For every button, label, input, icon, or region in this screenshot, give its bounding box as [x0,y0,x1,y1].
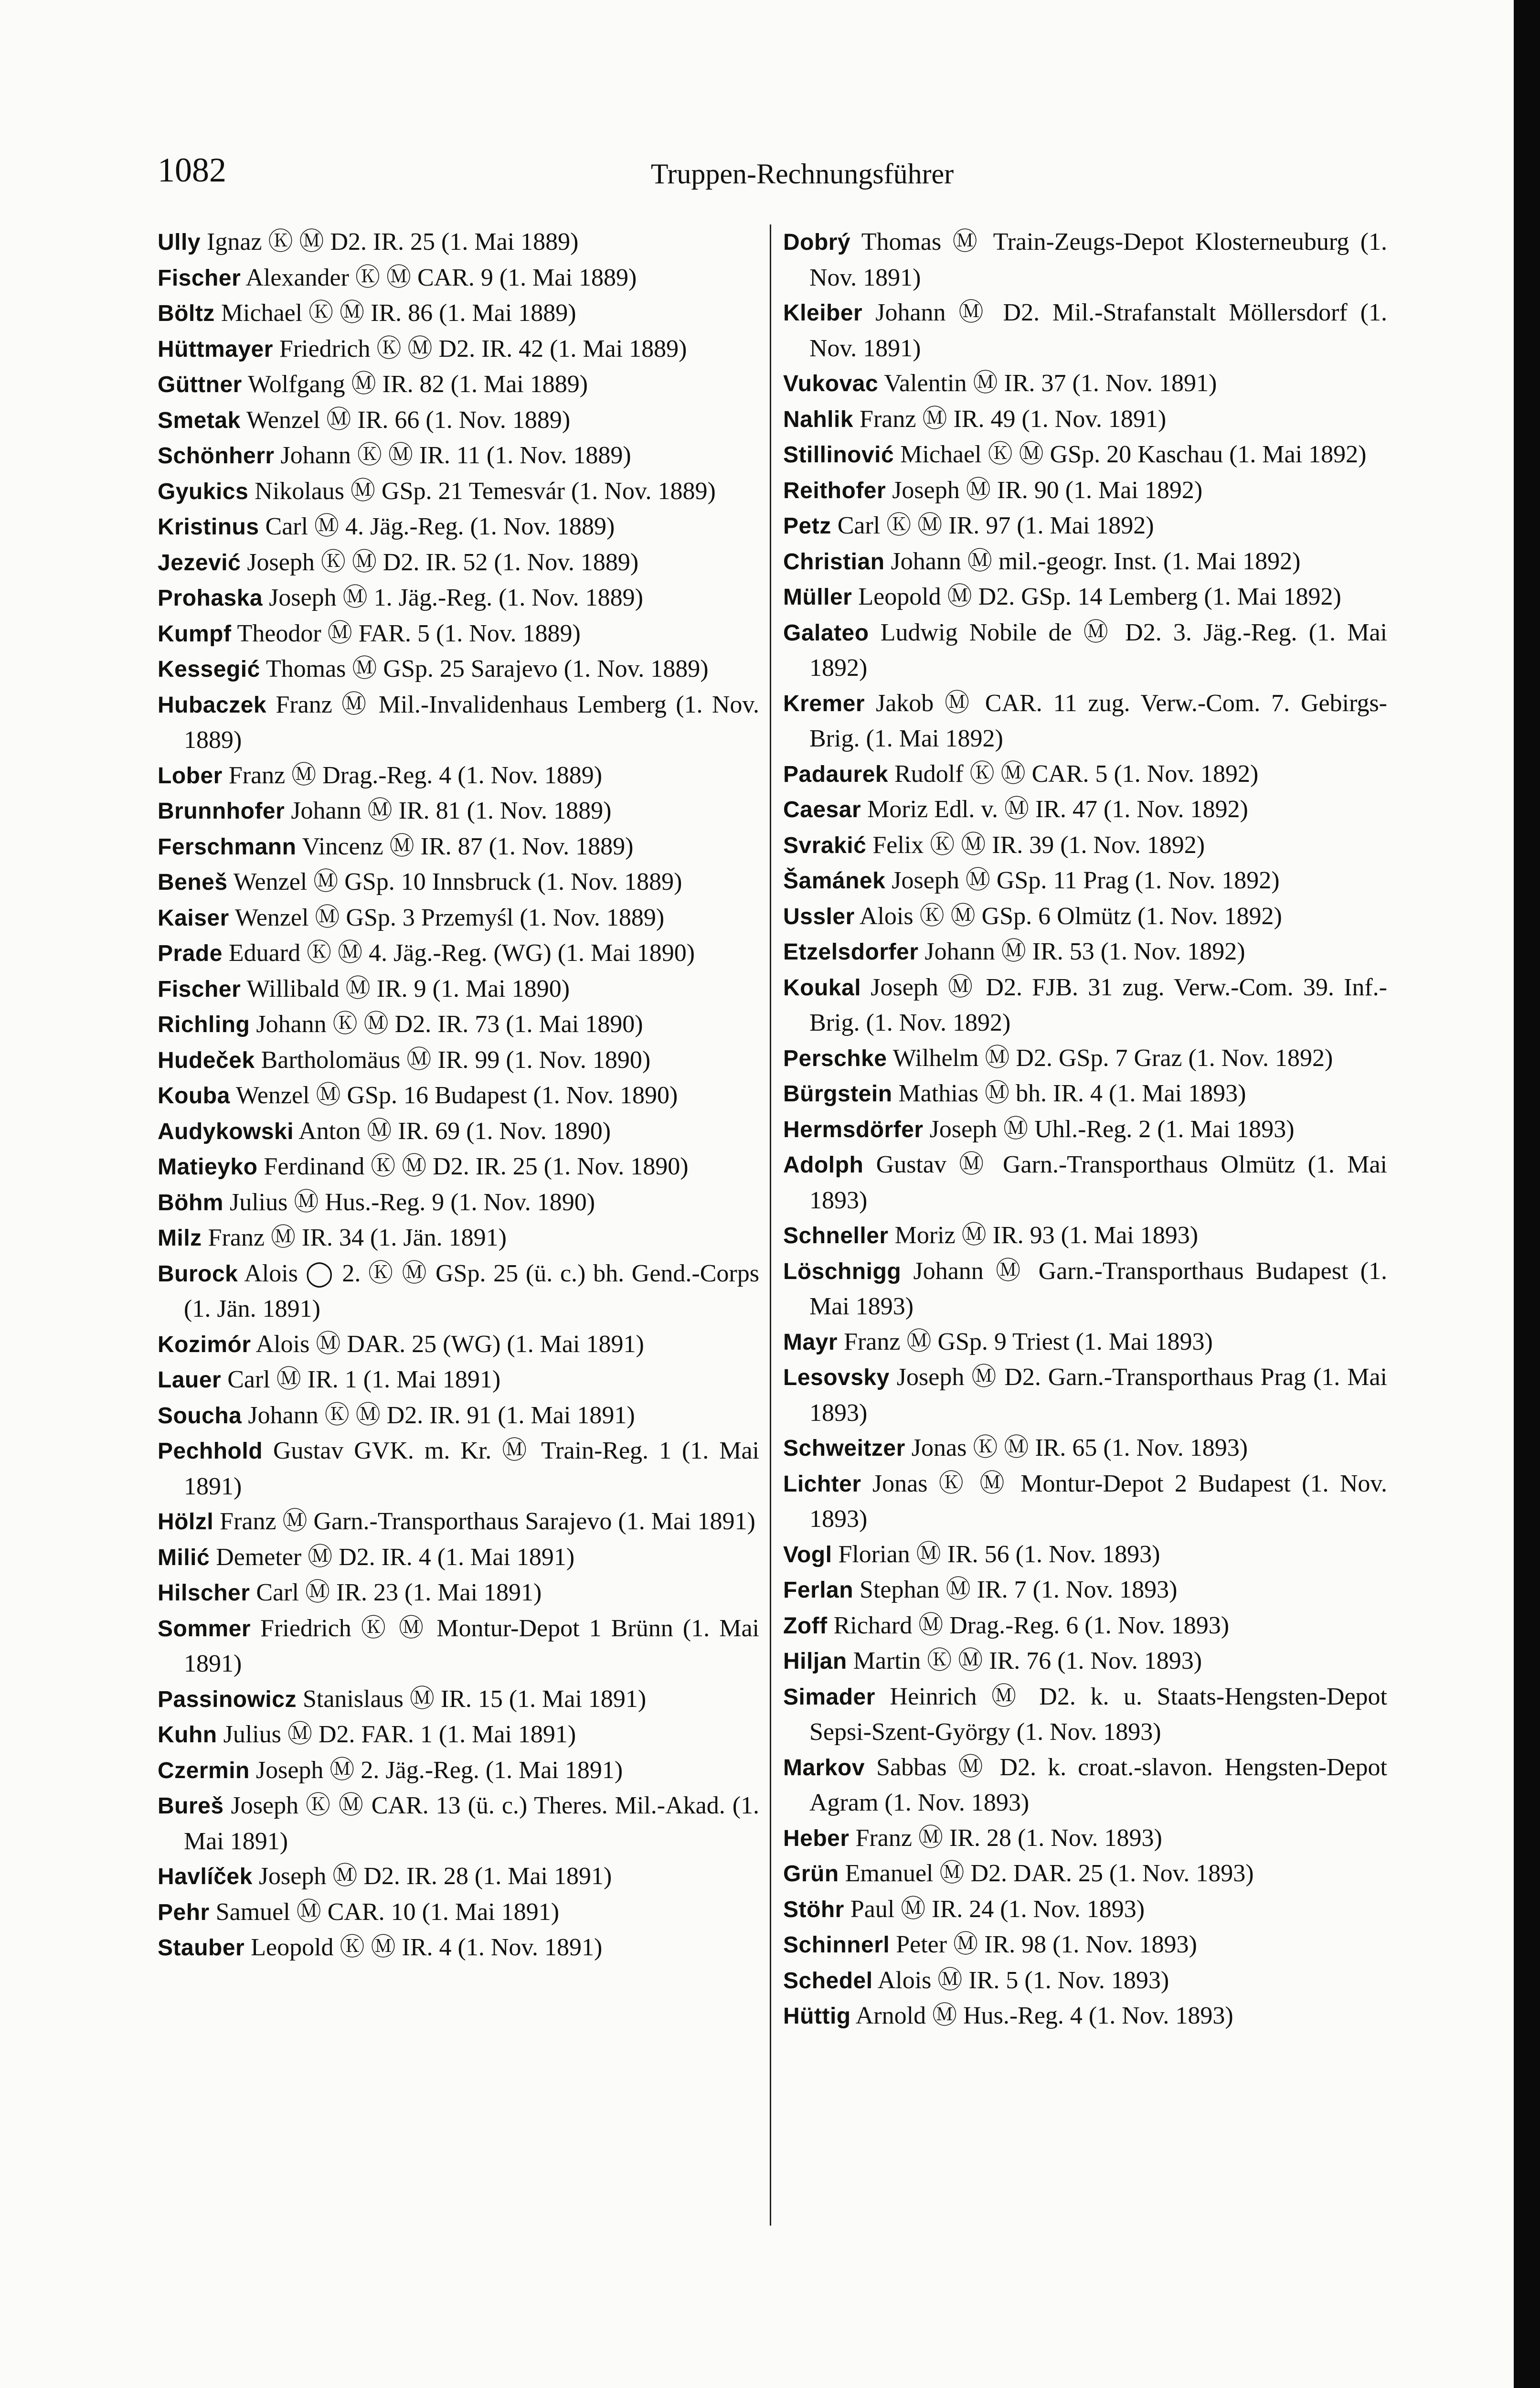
entry-surname: Lesovsky [783,1365,890,1390]
entry-surname: Kristinus [158,514,259,540]
register-entry [158,829,759,865]
entry-details: Rudolf Ⓚ Ⓜ CAR. 5 (1. Nov. 1892) [894,760,1259,788]
register-entry [158,864,759,900]
entry-surname: Schweitzer [783,1436,905,1461]
register-entry [783,1643,1387,1679]
register-entry [783,1076,1387,1112]
entry-details: Michael Ⓚ Ⓜ IR. 86 (1. Mai 1889) [221,299,576,327]
entry-details: Richard Ⓜ Drag.-Reg. 6 (1. Nov. 1893) [833,1611,1230,1639]
entry-surname: Kaiser [158,905,229,931]
register-entry [783,686,1387,757]
entry-details: Johann Ⓚ Ⓜ D2. IR. 91 (1. Mai 1891) [248,1401,635,1429]
entry-surname: Fischer [158,976,241,1002]
entry-details: Alois Ⓚ Ⓜ GSp. 6 Olmütz (1. Nov. 1892) [859,902,1282,930]
entry-surname: Hudeček [158,1047,255,1073]
entry-surname: Mayr [783,1329,838,1355]
entry-surname: Böltz [158,301,215,326]
entry-details: Ferdinand Ⓚ Ⓜ D2. IR. 25 (1. Nov. 1890) [264,1153,689,1180]
register-entry [783,1466,1387,1537]
entry-details: Stanislaus Ⓜ IR. 15 (1. Mai 1891) [302,1685,647,1713]
register-entry [158,1575,759,1611]
register-entry [158,367,759,403]
entry-details: Franz Ⓜ IR. 34 (1. Jän. 1891) [208,1224,507,1251]
entry-surname: Pechhold [158,1439,263,1464]
entry-surname: Markov [783,1755,865,1780]
entry-surname: Ferschmann [158,834,297,860]
entry-details: Carl Ⓜ IR. 1 (1. Mai 1891) [227,1366,501,1393]
register-entry [158,1540,759,1576]
entry-details: Moriz Edl. v. Ⓜ IR. 47 (1. Nov. 1892) [867,796,1248,823]
entry-details: Joseph Ⓜ Uhl.-Reg. 2 (1. Mai 1893) [929,1115,1295,1143]
entry-surname: Kozimór [158,1332,251,1357]
entry-details: Franz Ⓜ Garn.-Transporthaus Sarajevo (1. Mai 1891) [220,1508,755,1535]
entry-surname: Prade [158,941,223,966]
register-entry [783,402,1387,437]
entry-surname: Lober [158,763,223,789]
register-entry [783,757,1387,792]
entry-details: Johann Ⓜ IR. 81 (1. Nov. 1889) [291,797,612,824]
entry-details: Franz Ⓜ IR. 28 (1. Nov. 1893) [855,1824,1162,1852]
entry-surname: Heber [783,1825,850,1851]
entry-surname: Böhm [158,1190,223,1215]
entry-surname: Nahlik [783,406,854,432]
register-entry [158,545,759,581]
register-entry [158,1043,759,1078]
register-entry [783,792,1387,828]
entry-details: Julius Ⓜ D2. FAR. 1 (1. Mai 1891) [223,1721,576,1748]
entry-details: Wenzel Ⓜ GSp. 16 Budapest (1. Nov. 1890) [235,1082,678,1109]
register-entry [158,224,759,260]
entry-details: Gustav GVK. m. Kr. Ⓜ Train-Reg. 1 (1. Mai 1891) [184,1437,759,1500]
register-entry [158,1007,759,1043]
entry-details: Eduard Ⓚ Ⓜ 4. Jäg.-Reg. (WG) (1. Mai 1890) [228,939,695,967]
entry-details: Nikolaus Ⓜ GSp. 21 Temesvár (1. Nov. 1889) [255,477,716,505]
entry-details: Joseph Ⓜ D2. FJB. 31 zug. Verw.-Com. 39. Inf.-Brig. (1. Nov. 1892) [809,973,1387,1036]
entry-details: Carl Ⓜ IR. 23 (1. Mai 1891) [256,1579,542,1606]
entry-details: Heinrich Ⓜ D2. k. u. Staats-Hengsten-Depot Sepsi-Szent-György (1. Nov. 1893) [809,1683,1387,1746]
entry-surname: Milz [158,1226,202,1251]
entry-surname: Prohaska [158,586,263,611]
entry-surname: Lichter [783,1471,861,1497]
register-entry [783,366,1387,402]
entry-details: Bartholomäus Ⓜ IR. 99 (1. Nov. 1890) [261,1046,651,1074]
register-entry [158,1149,759,1185]
register-entry [158,331,759,367]
register-entry [783,1254,1387,1324]
register-entry [783,295,1387,366]
entry-surname: Etzelsdorfer [783,939,919,965]
entry-details: Jakob Ⓜ CAR. 11 zug. Verw.-Com. 7. Gebirgs-Brig. (1. Mai 1892) [809,689,1387,752]
entry-details: Wilhelm Ⓜ D2. GSp. 7 Graz (1. Nov. 1892) [892,1044,1333,1072]
entry-surname: Jezević [158,550,241,576]
entry-details: Johann Ⓚ Ⓜ IR. 11 (1. Nov. 1889) [280,442,631,469]
register-entry [158,1788,759,1859]
register-entry [783,1892,1387,1928]
entry-details: Paul Ⓜ IR. 24 (1. Nov. 1893) [850,1895,1145,1923]
register-entry [158,260,759,296]
register-entry [783,970,1387,1041]
entry-surname: Brunnhofer [158,799,285,824]
register-entry [158,616,759,652]
entry-surname: Hermsdörfer [783,1117,924,1142]
entry-details: Stephan Ⓜ IR. 7 (1. Nov. 1893) [860,1576,1178,1603]
entry-surname: Hölzl [158,1509,214,1535]
entry-details: Joseph Ⓜ D2. IR. 28 (1. Mai 1891) [258,1863,612,1890]
register-entry [783,1750,1387,1821]
register-entry [783,899,1387,935]
entry-surname: Gyukics [158,479,249,504]
entry-surname: Vogl [783,1542,832,1567]
register-entry [158,1717,759,1753]
entry-details: Wenzel Ⓜ GSp. 3 Przemyśl (1. Nov. 1889) [234,904,665,931]
entry-details: Thomas Ⓜ GSp. 25 Sarajevo (1. Nov. 1889) [266,655,709,682]
register-entry [158,474,759,510]
register-entry [158,1078,759,1114]
entry-surname: Havlíček [158,1864,253,1889]
register-entry [783,1856,1387,1892]
entry-surname: Šamánek [783,868,886,894]
entry-surname: Schneller [783,1223,889,1248]
entry-details: Mathias Ⓜ bh. IR. 4 (1. Mai 1893) [898,1080,1246,1107]
entry-surname: Müller [783,585,852,610]
entry-surname: Stillinović [783,442,894,468]
entry-details: Anton Ⓜ IR. 69 (1. Nov. 1890) [298,1117,611,1145]
register-entry [783,1218,1387,1254]
entry-details: Friedrich Ⓚ Ⓜ D2. IR. 42 (1. Mai 1889) [279,335,687,362]
running-title: Truppen-Rechnungsführer [650,158,954,190]
register-entry [158,1895,759,1930]
entry-surname: Reithofer [783,478,886,503]
entry-details: Franz Ⓜ IR. 49 (1. Nov. 1891) [860,405,1167,433]
entry-surname: Ferlan [783,1578,854,1603]
entry-surname: Hiljan [783,1649,847,1674]
register-entry [158,1611,759,1682]
entry-details: Wenzel Ⓜ GSp. 10 Innsbruck (1. Nov. 1889) [233,868,682,896]
entry-surname: Matieyko [158,1154,258,1180]
entry-surname: Bureš [158,1793,224,1819]
entry-details: Alexander Ⓚ Ⓜ CAR. 9 (1. Mai 1889) [245,264,637,291]
register-entry [783,1608,1387,1644]
entry-surname: Simader [783,1684,875,1710]
entry-surname: Christian [783,549,885,575]
register-entry [158,509,759,545]
entry-surname: Czermin [158,1758,250,1783]
page-header [158,150,1447,198]
register-entry [158,651,759,687]
entry-details: Alois ◯ 2. Ⓚ Ⓜ GSp. 25 (ü. c.) bh. Gend.-Corps (1. Jän. 1891) [184,1259,759,1322]
entry-surname: Stauber [158,1935,245,1961]
entry-details: Carl Ⓜ 4. Jäg.-Reg. (1. Nov. 1889) [265,513,615,540]
entry-details: Ignaz Ⓚ Ⓜ D2. IR. 25 (1. Mai 1889) [207,228,579,256]
entry-surname: Schönherr [158,443,275,469]
entry-details: Peter Ⓜ IR. 98 (1. Nov. 1893) [896,1931,1197,1958]
register-entry [783,579,1387,615]
entry-surname: Stöhr [783,1897,844,1922]
register-entry [783,1360,1387,1430]
entry-surname: Caesar [783,797,861,822]
entry-surname: Zoff [783,1613,828,1639]
register-entry [783,544,1387,580]
register-entry [158,1256,759,1327]
register-entry [158,1185,759,1221]
entry-details: Michael Ⓚ Ⓜ GSp. 20 Kaschau (1. Mai 1892) [900,441,1367,468]
entry-surname: Perschke [783,1045,887,1071]
entry-details: Johann Ⓜ IR. 53 (1. Nov. 1892) [924,938,1245,965]
entry-surname: Smetak [158,407,241,433]
entry-details: Ludwig Nobile de Ⓜ D2. 3. Jäg.-Reg. (1. Mai 1892) [809,618,1387,682]
register-entry [158,971,759,1007]
entry-surname: Kouba [158,1083,230,1109]
entry-details: Leopold Ⓚ Ⓜ IR. 4 (1. Nov. 1891) [251,1934,603,1961]
entry-details: Thomas Ⓜ Train-Zeugs-Depot Klosterneuburg (1. Nov. 1891) [809,228,1388,291]
register-entry [158,296,759,331]
register-entry [158,580,759,616]
entry-details: Johann Ⓜ D2. Mil.-Strafanstalt Möllersdorf (1. Nov. 1891) [809,299,1388,362]
register-entry [783,1041,1387,1077]
entry-details: Joseph Ⓚ Ⓜ D2. IR. 52 (1. Nov. 1889) [247,548,639,576]
entry-details: Florian Ⓜ IR. 56 (1. Nov. 1893) [838,1540,1160,1568]
register-entry [158,1362,759,1398]
entry-surname: Petz [783,513,831,539]
entry-surname: Soucha [158,1403,242,1429]
register-entry [158,1859,759,1895]
entry-details: Franz Ⓜ GSp. 9 Triest (1. Mai 1893) [844,1328,1213,1355]
register-entry [783,1112,1387,1148]
entry-details: Leopold Ⓜ D2. GSp. 14 Lemberg (1. Mai 1892) [858,583,1341,610]
entry-surname: Bürgstein [783,1081,892,1107]
entry-details: Joseph Ⓜ D2. Garn.-Transporthaus Prag (1. Mai 1893) [809,1364,1388,1427]
register-entry [783,1963,1387,1999]
entry-surname: Milić [158,1545,210,1570]
register-entry [783,1821,1387,1856]
entry-surname: Hüttmayer [158,336,273,362]
register-entry [783,473,1387,509]
entry-surname: Audykowski [158,1119,294,1144]
entry-details: Jonas Ⓚ Ⓜ Montur-Depot 2 Budapest (1. Nov. 1893) [809,1470,1387,1533]
entry-details: Joseph Ⓜ IR. 90 (1. Mai 1892) [892,476,1203,504]
register-entry [158,1327,759,1363]
entry-details: Johann Ⓜ Garn.-Transporthaus Budapest (1. Mai 1893) [809,1257,1387,1320]
entry-details: Johann Ⓚ Ⓜ D2. IR. 73 (1. Mai 1890) [256,1011,643,1038]
register-entry [158,1433,759,1504]
entry-details: Joseph Ⓜ 1. Jäg.-Reg. (1. Nov. 1889) [269,584,643,611]
entry-details: Franz Ⓜ Drag.-Reg. 4 (1. Nov. 1889) [228,761,603,789]
register-entry [783,224,1387,295]
entry-surname: Hüttig [783,2004,851,2029]
entry-surname: Grün [783,1861,839,1887]
entry-details: Sabbas Ⓜ D2. k. croat.-slavon. Hengsten-Depot Agram (1. Nov. 1893) [809,1753,1388,1816]
entry-details: Wenzel Ⓜ IR. 66 (1. Nov. 1889) [246,406,571,434]
right-column [783,224,1387,2034]
left-column [158,224,759,1966]
entry-details: Franz Ⓜ Mil.-Invalidenhaus Lemberg (1. Nov. 1889) [184,691,759,754]
entry-details: Jonas Ⓚ Ⓜ IR. 65 (1. Nov. 1893) [911,1434,1248,1461]
entry-surname: Schedel [783,1968,873,1994]
entry-surname: Pehr [158,1899,210,1925]
register-entry [783,863,1387,899]
entry-details: Willibald Ⓜ IR. 9 (1. Mai 1890) [246,975,570,1002]
column-divider [770,224,771,2226]
entry-surname: Lauer [158,1367,222,1393]
entry-details: Gustav Ⓜ Garn.-Transporthaus Olmütz (1. Mai 1893) [809,1151,1388,1214]
register-entry [158,900,759,936]
scan-border [1514,0,1540,2388]
register-entry [158,1114,759,1150]
entry-surname: Burock [158,1261,238,1287]
entry-surname: Vukovac [783,371,879,396]
entry-surname: Löschnigg [783,1258,902,1284]
entry-details: Valentin Ⓜ IR. 37 (1. Nov. 1891) [884,370,1217,397]
entry-surname: Passinowicz [158,1686,297,1712]
register-entry [783,1537,1387,1573]
entry-surname: Güttner [158,372,242,397]
entry-surname: Hilscher [158,1580,250,1606]
entry-surname: Kessegić [158,657,260,682]
entry-surname: Kleiber [783,300,863,326]
register-entry [783,437,1387,473]
register-entry [783,828,1387,864]
register-entry [158,1220,759,1256]
register-entry [783,1430,1387,1466]
entry-surname: Kuhn [158,1722,217,1748]
register-entry [158,1682,759,1717]
register-entry [158,758,759,794]
entry-details: Alois Ⓜ DAR. 25 (WG) (1. Mai 1891) [255,1330,644,1358]
entry-details: Joseph Ⓜ 2. Jäg.-Reg. (1. Mai 1891) [255,1756,623,1784]
entry-surname: Schinnerl [783,1932,890,1958]
entry-surname: Richling [158,1012,250,1037]
register-entry [783,1324,1387,1360]
register-entry [158,403,759,438]
entry-details: Friedrich Ⓚ Ⓜ Montur-Depot 1 Brünn (1. Mai 1891) [184,1614,760,1677]
entry-surname: Hubaczek [158,692,267,718]
entry-details: Demeter Ⓜ D2. IR. 4 (1. Mai 1891) [216,1543,575,1571]
entry-surname: Svrakić [783,832,867,858]
register-entry [783,508,1387,544]
entry-details: Vincenz Ⓜ IR. 87 (1. Nov. 1889) [302,832,634,860]
entry-surname: Padaurek [783,761,889,787]
register-entry [158,1504,759,1540]
register-entry [158,936,759,971]
register-entry [783,1679,1387,1750]
entry-surname: Galateo [783,620,869,646]
entry-details: Arnold Ⓜ Hus.-Reg. 4 (1. Nov. 1893) [855,2002,1233,2029]
register-entry [158,793,759,829]
entry-details: Carl Ⓚ Ⓜ IR. 97 (1. Mai 1892) [837,512,1154,539]
register-entry [158,687,759,758]
entry-details: Moriz Ⓜ IR. 93 (1. Mai 1893) [894,1222,1199,1249]
entry-surname: Dobrý [783,230,851,255]
register-entry [783,1147,1387,1218]
entry-details: Emanuel Ⓜ D2. DAR. 25 (1. Nov. 1893) [845,1860,1254,1887]
entry-details: Julius Ⓜ Hus.-Reg. 9 (1. Nov. 1890) [229,1188,595,1216]
register-entry [158,438,759,474]
entry-surname: Fischer [158,265,241,291]
entry-details: Joseph Ⓜ GSp. 11 Prag (1. Nov. 1892) [892,867,1280,894]
entry-surname: Ussler [783,904,855,929]
entry-surname: Koukal [783,975,861,1001]
register-entry [783,1572,1387,1608]
register-entry [783,615,1387,686]
entry-details: Samuel Ⓜ CAR. 10 (1. Mai 1891) [215,1898,560,1926]
page-number: 1082 [158,151,226,189]
entry-details: Felix Ⓚ Ⓜ IR. 39 (1. Nov. 1892) [872,831,1205,859]
register-entry [158,1930,759,1966]
entry-details: Theodor Ⓜ FAR. 5 (1. Nov. 1889) [237,619,581,647]
entry-details: Martin Ⓚ Ⓜ IR. 76 (1. Nov. 1893) [853,1647,1202,1674]
entry-surname: Beneš [158,870,228,895]
register-entry [783,934,1387,970]
entry-surname: Adolph [783,1152,864,1178]
entry-surname: Kumpf [158,621,232,647]
register-entry [158,1753,759,1789]
entry-details: Johann Ⓜ mil.-geogr. Inst. (1. Mai 1892) [891,547,1301,575]
register-entry [783,1998,1387,2034]
entry-surname: Sommer [158,1616,251,1642]
register-entry [158,1398,759,1434]
entry-details: Joseph Ⓚ Ⓜ CAR. 13 (ü. c.) Theres. Mil.-Akad. (1. Mai 1891) [184,1792,760,1855]
entry-details: Wolfgang Ⓜ IR. 82 (1. Mai 1889) [247,371,588,398]
entry-surname: Ully [158,230,201,255]
entry-surname: Kremer [783,691,865,716]
register-entry [783,1927,1387,1963]
entry-details: Alois Ⓜ IR. 5 (1. Nov. 1893) [877,1966,1169,1994]
